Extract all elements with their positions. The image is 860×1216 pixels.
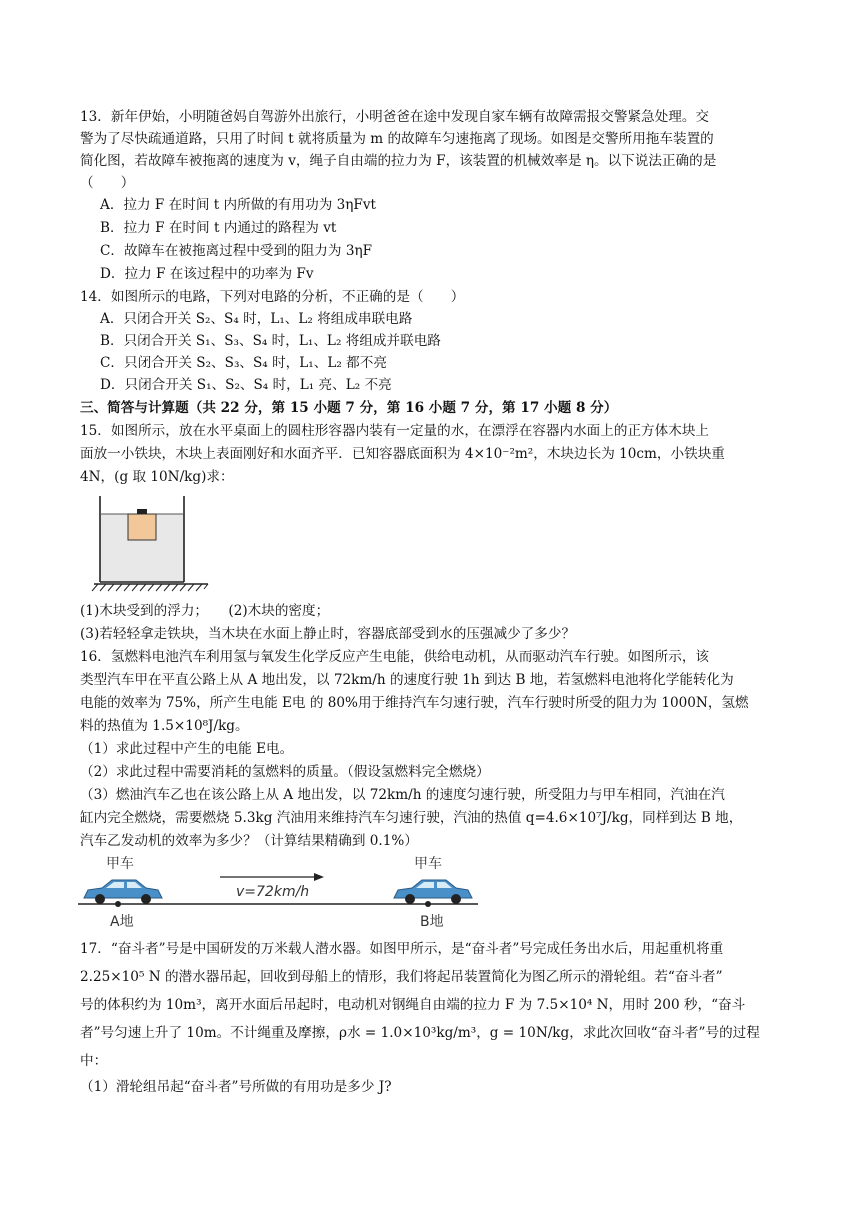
q13-line-4: （ ） (80, 175, 135, 191)
q16-line-4: 料的热值为 1.5×10⁸J/kg。 (80, 718, 249, 734)
q16-sub-1: （1）求此过程中产生的电能 E电。 (80, 741, 294, 757)
car-right (394, 880, 472, 904)
q16-line-3: 电能的效率为 75%，所产生电能 E电 的 80%用于维持汽车匀速行驶，汽车行驶时所受的阻力为 1000N，氢燃 (80, 695, 749, 711)
iron-block (137, 509, 147, 514)
q14-option-d: D．只闭合开关 S₁、S₂、S₄ 时，L₁ 亮、L₂ 不亮 (100, 377, 392, 393)
q15-line-2: 面放一小铁块，木块上表面刚好和水面齐平．已知容器底面积为 4×10⁻²m²，木块边长为 10cm，小铁块重 (80, 446, 725, 462)
q13-line-1: 13．新年伊始，小明随爸妈自驾游外出旅行，小明爸爸在途中发现自家车辆有故障需报交警紧急处理。交 (80, 109, 710, 125)
point-b-dot (425, 901, 431, 907)
q16-sub-2: （2）求此过程中需要消耗的氢燃料的质量。（假设氢燃料完全燃烧） (80, 764, 490, 780)
q13-line-2: 警为了尽快疏通道路，只用了时间 t 就将质量为 m 的故障车匀速拖离了现场。如图是交警所用拖车装置的 (80, 131, 714, 147)
q17-line-3: 号的体积约为 10m³，离开水面后吊起时，电动机对钢绳自由端的拉力 F 为 7.5×10⁴ N，用时 200 秒，“奋斗 (80, 997, 746, 1013)
q14-option-c: C．只闭合开关 S₂、S₃、S₄ 时，L₁、L₂ 都不亮 (100, 355, 387, 371)
q13-line-3: 简化图，若故障车被拖离的速度为 v，绳子自由端的拉力为 F，该装置的机械效率是 η。以下说法正确的是 (80, 153, 717, 169)
q16-line-2: 类型汽车甲在平直公路上从 A 地出发，以 72km/h 的速度行驶 1h 到达 B 地，若氢燃料电池将化学能转化为 (80, 672, 734, 688)
q17-line-1: 17．“奋斗者”号是中国研发的万米载人潜水器。如图甲所示，是“奋斗者”号完成任务出水后，用起重机将重 (80, 941, 724, 957)
q15-sub-2: (3)若轻轻拿走铁块，当木块在水面上静止时，容器底部受到水的压强减少了多少？ (80, 626, 576, 642)
q14-stem: 14．如图所示的电路，下列对电路的分析，不正确的是（ ） (80, 289, 465, 305)
q17-line-2: 2.25×10⁵ N 的潜水器吊起，回收到母船上的情形，我们将起吊装置简化为图乙所示的滑轮组。若“奋斗者” (80, 969, 723, 985)
wood-block (128, 514, 156, 540)
q16-line-1: 16．氢燃料电池汽车利用氢与氧发生化学反应产生电能，供给电动机，从而驱动汽车行驶。如图所示，该 (80, 649, 710, 665)
container-figure (90, 488, 240, 592)
q15-sub-1: (1)木块受到的浮力； (2)木块的密度； (80, 603, 330, 619)
speed-label: v=72km/h (236, 884, 310, 900)
point-a-dot (115, 901, 121, 907)
q15-line-3: 4N，(g 取 10N/kg)求： (80, 469, 234, 485)
q14-option-a: A．只闭合开关 S₂、S₄ 时，L₁、L₂ 将组成串联电路 (100, 311, 413, 327)
car-left-label: 甲车 (106, 856, 134, 872)
q13-option-b: B．拉力 F 在时间 t 内通过的路程为 vt (100, 220, 337, 236)
arrow-head (314, 873, 324, 881)
q16-sub-3b: 缸内完全燃烧，需要燃烧 5.3kg 汽油用来维持汽车匀速行驶，汽油的热值 q=4.6×10⁷J/kg，同样到达 B 地， (80, 810, 743, 826)
car-left (84, 880, 162, 904)
q13-option-d: D．拉力 F 在该过程中的功率为 Fv (100, 266, 314, 282)
q16-sub-3a: （3）燃油汽车乙也在该公路上从 A 地出发，以 72km/h 的速度匀速行驶，所受阻力与甲车相同，汽油在汽 (80, 787, 725, 803)
q14-option-b: B．只闭合开关 S₁、S₃、S₄ 时，L₁、L₂ 将组成并联电路 (100, 333, 441, 349)
car-figure (78, 852, 478, 932)
q17-sub-1: （1）滑轮组吊起“奋斗者”号所做的有用功是多少 J? (80, 1079, 392, 1095)
section-3-heading: 三、简答与计算题（共 22 分，第 15 小题 7 分，第 16 小题 7 分，第 17 小题 8 分） (80, 400, 618, 416)
q13-option-a: A．拉力 F 在时间 t 内所做的有用功为 3ηFvt (100, 197, 376, 213)
point-b-label: B地 (420, 914, 444, 930)
car-right-label: 甲车 (414, 856, 442, 872)
q17-line-5: 中： (80, 1053, 108, 1069)
table-hatching (92, 584, 208, 591)
q15-line-1: 15．如图所示，放在水平桌面上的圆柱形容器内装有一定量的水，在漂浮在容器内水面上的正方体木块上 (80, 423, 710, 439)
q13-option-c: C．故障车在被拖离过程中受到的阻力为 3ηF (100, 243, 373, 259)
q17-line-4: 者”号匀速上升了 10m。不计绳重及摩擦，ρ水 = 1.0×10³kg/m³，g = 10N/kg，求此次回收“奋斗者”号的过程 (80, 1025, 760, 1041)
point-a-label: A地 (110, 914, 134, 930)
q16-sub-3c: 汽车乙发动机的效率为多少？（计算结果精确到 0.1%） (80, 833, 418, 849)
